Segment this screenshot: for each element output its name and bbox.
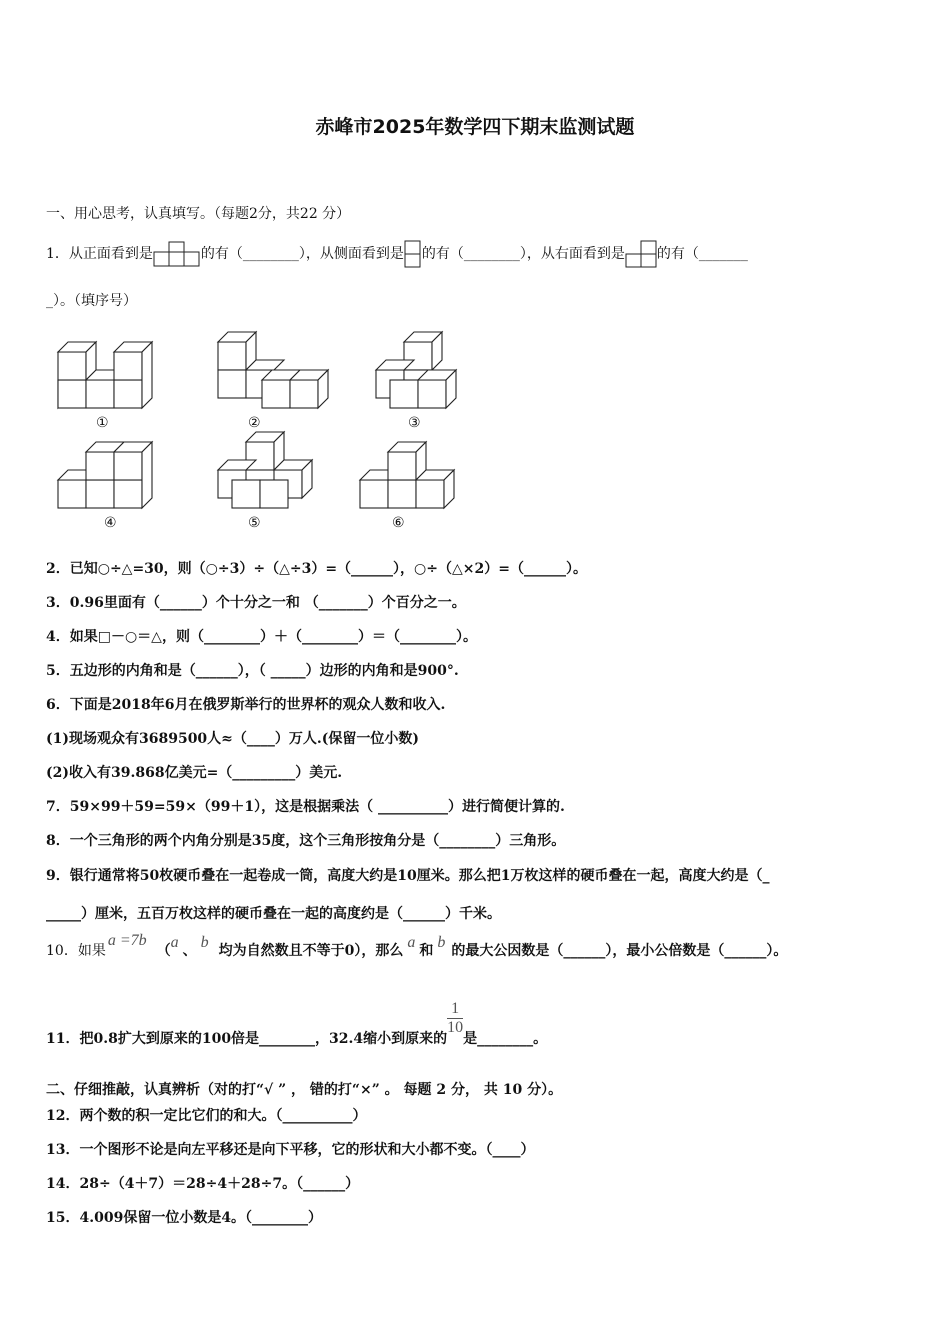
question-7: 7．59×99＋59=59×（99＋1），这是根据乘法（ __________）进行简便计算的. bbox=[46, 799, 565, 815]
fraction-denominator: 10 bbox=[447, 1019, 464, 1036]
question-8: 8．一个三角形的两个内角分别是35度，这个三角形按角分是（________）三角形。 bbox=[46, 833, 566, 849]
q10-var-b2: b bbox=[437, 934, 446, 951]
figure-1-cubes bbox=[58, 342, 152, 408]
question-1 bbox=[46, 240, 748, 268]
q10-and: 和 bbox=[419, 943, 434, 959]
q10-comma: 、 bbox=[182, 943, 197, 959]
section-2-heading: 二、仔细推敲，认真辨析（对的打“√ ” ， 错的打“×” 。 每题 2 分， 共 10 分）。 bbox=[46, 1082, 563, 1098]
q1-text-a: 1．从正面看到是 bbox=[46, 246, 153, 262]
question-10 bbox=[46, 932, 788, 960]
q10-var-a2: a bbox=[407, 934, 416, 951]
front-view-icon bbox=[153, 241, 201, 267]
q10-end: 的最大公因数是（______），最小公倍数是（______）。 bbox=[451, 943, 788, 959]
q10-equation: a =7b bbox=[107, 932, 147, 949]
question-4: 4．如果□－○＝△，则（________）＋（________）＝（________）。 bbox=[46, 629, 477, 645]
q10-start: 10．如果 bbox=[46, 943, 106, 959]
figure-label-2: ② bbox=[248, 415, 261, 431]
question-6-part-2: (2)收入有39.868亿美元=（_________）美元. bbox=[46, 765, 343, 781]
q1-text-b: 的有（________），从侧面看到是 bbox=[200, 246, 404, 262]
figure-6-cubes bbox=[360, 442, 454, 508]
figure-4-cubes bbox=[58, 442, 152, 508]
question-6: 6．下面是2018年6月在俄罗斯举行的世界杯的观众人数和收入. bbox=[46, 697, 446, 713]
question-2: 2．已知○÷△=30，则（○÷3）÷（△÷3）=（______），○÷（△×2）=（______）。 bbox=[46, 561, 587, 577]
question-13: 13．一个图形不论是向左平移还是向下平移，它的形状和大小都不变。（____） bbox=[46, 1142, 535, 1158]
q10-paren-open: （ bbox=[156, 943, 171, 959]
question-14: 14．28÷（4＋7）＝28÷4＋28÷7。（______） bbox=[46, 1176, 360, 1192]
question-1-continued bbox=[46, 290, 137, 310]
question-9-continued: _____）厘米，五百万枚这样的硬币叠在一起的高度约是（______）千米。 bbox=[46, 906, 501, 922]
side-view-icon bbox=[404, 240, 422, 268]
question-15: 15．4.009保留一位小数是4。（________） bbox=[46, 1210, 323, 1226]
q1-cont-text: _）。（填序号） bbox=[46, 293, 137, 309]
section-1-heading: 一、用心思考，认真填写。（每题2分，共22 分） bbox=[46, 206, 351, 222]
q11-start: 11．把0.8扩大到原来的100倍是________，32.4缩小到原来的 bbox=[46, 1030, 448, 1047]
q1-text-c: 的有（________），从右面看到是 bbox=[421, 246, 625, 262]
q11-end: 是________。 bbox=[463, 1030, 548, 1047]
q10-var-a: a bbox=[170, 934, 179, 951]
figure-2-cubes bbox=[218, 332, 328, 408]
question-5: 5．五边形的内角和是（______），（ _____）边形的内角和是900°. bbox=[46, 663, 459, 679]
figure-label-6: ⑥ bbox=[392, 515, 405, 531]
question-6-part-1: (1)现场观众有3689500人≈（____）万人.(保留一位小数) bbox=[46, 731, 420, 747]
question-3: 3．0.96里面有（______）个十分之一和 （_______）个百分之一。 bbox=[46, 595, 466, 611]
figure-5-cubes bbox=[218, 432, 312, 508]
figure-label-5: ⑤ bbox=[248, 515, 261, 531]
question-12: 12．两个数的积一定比它们的和大。（__________） bbox=[46, 1108, 367, 1124]
right-view-icon bbox=[625, 240, 657, 268]
figure-3-cubes bbox=[376, 332, 456, 408]
page-title: 赤峰市2025年数学四下期末监测试题 bbox=[315, 116, 635, 138]
figure-label-3: ③ bbox=[408, 415, 421, 431]
q10-middle: 均为自然数且不等于0），那么 bbox=[218, 943, 404, 959]
fraction-one-tenth bbox=[447, 1000, 463, 1037]
cube-figures bbox=[50, 328, 480, 538]
question-9: 9．银行通常将50枚硬币叠在一起卷成一筒，高度大约是10厘米。那么把1万枚这样的硬币叠在一起，高度大约是（_ bbox=[46, 868, 770, 884]
q10-var-b: b bbox=[200, 934, 209, 951]
figure-label-1: ① bbox=[96, 415, 109, 431]
question-11 bbox=[46, 1000, 548, 1047]
fraction-numerator: 1 bbox=[447, 1000, 463, 1019]
q1-text-d: 的有（_______ bbox=[656, 246, 748, 262]
figure-label-4: ④ bbox=[104, 515, 117, 531]
